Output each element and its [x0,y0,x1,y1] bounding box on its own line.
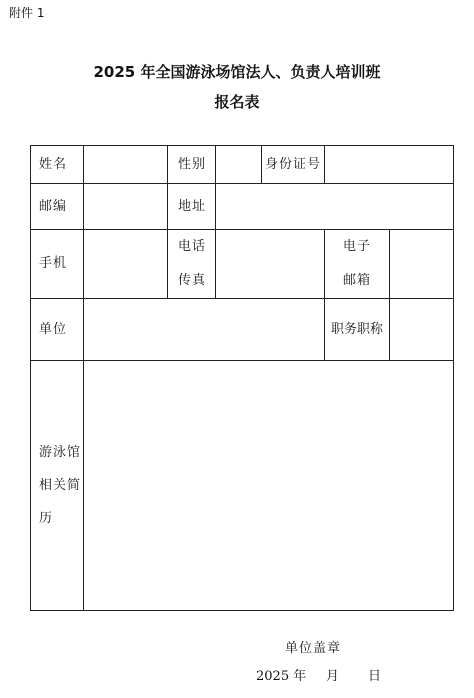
phone-fax-field[interactable] [216,230,325,299]
form-title: 2025 年全国游泳场馆法人、负责人培训班 [93,63,381,81]
postcode-label: 邮编 [31,184,84,230]
form-row-identity [31,146,454,184]
phone-label: 电话 [178,239,207,254]
profile-label-line2: 相关简 [39,478,82,493]
address-field[interactable] [216,184,454,230]
job-title-field[interactable] [390,299,454,361]
name-field[interactable] [84,146,168,184]
id-number-field[interactable] [325,146,454,184]
form-row-profile [31,361,454,611]
unit-label: 单位 [31,299,84,361]
postcode-field[interactable] [84,184,168,230]
fax-label: 传真 [178,273,207,288]
date-day: 日 [368,669,382,684]
address-label: 地址 [168,184,216,230]
name-label: 姓名 [31,146,84,184]
date-year: 2025 年 [256,669,307,684]
form-subtitle: 报名表 [214,93,260,111]
email-label [325,230,390,299]
date-month: 月 [326,669,340,684]
unit-field[interactable] [84,299,325,361]
id-number-label: 身份证号 [262,146,325,184]
registration-form-table [30,145,454,611]
job-title-label: 职务职称 [325,299,390,361]
form-row-contact [31,230,454,299]
profile-label-line1: 游泳馆 [39,445,82,460]
form-row-unit [31,299,454,361]
profile-label [31,361,84,611]
email-field[interactable] [390,230,454,299]
unit-seal-label: 单位盖章 [285,641,342,656]
mobile-field[interactable] [84,230,168,299]
mobile-label: 手机 [31,230,84,299]
profile-label-line3: 历 [39,511,54,526]
phone-fax-label [168,230,216,299]
form-row-address [31,184,454,230]
profile-field[interactable] [84,361,454,611]
email-label-line1: 电子 [342,239,371,254]
gender-field[interactable] [216,146,262,184]
attachment-label: 附件 1 [9,6,45,20]
gender-label: 性别 [168,146,216,184]
email-label-line2: 邮箱 [342,273,371,288]
